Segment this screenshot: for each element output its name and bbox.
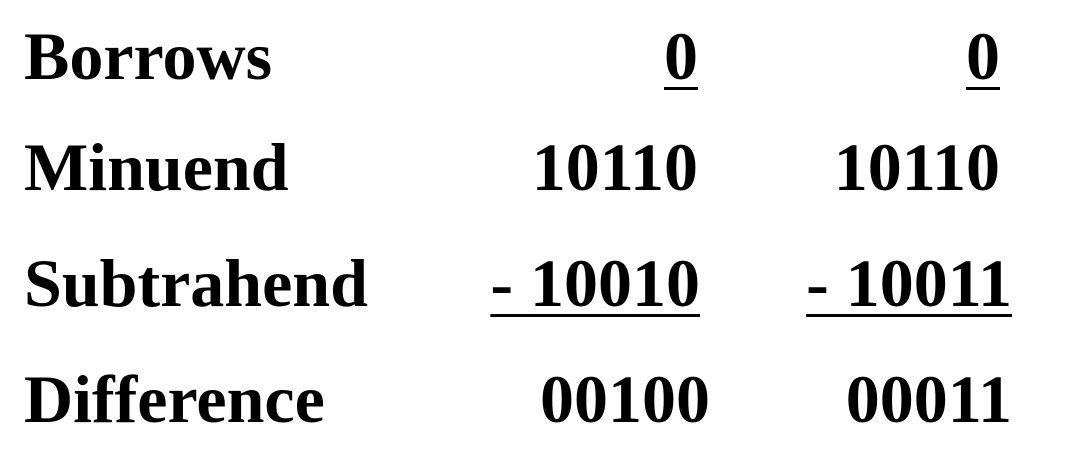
- borrows-label: Borrows: [24, 18, 273, 94]
- minuend-value-col2: 10110: [833, 129, 1000, 205]
- subtrahend-value-col2: - 10011: [806, 245, 1012, 321]
- subtrahend-value-col1: - 10010: [490, 245, 700, 321]
- borrows-value-col1: 0: [664, 18, 698, 94]
- difference-label: Difference: [24, 361, 325, 437]
- difference-value-col2: 00011: [845, 361, 1012, 437]
- minuend-label: Minuend: [24, 129, 289, 205]
- borrows-value-col2: 0: [966, 18, 1000, 94]
- minuend-value-col1: 10110: [531, 129, 698, 205]
- difference-value-col1: 00100: [540, 361, 710, 437]
- subtrahend-label: Subtrahend: [24, 245, 368, 321]
